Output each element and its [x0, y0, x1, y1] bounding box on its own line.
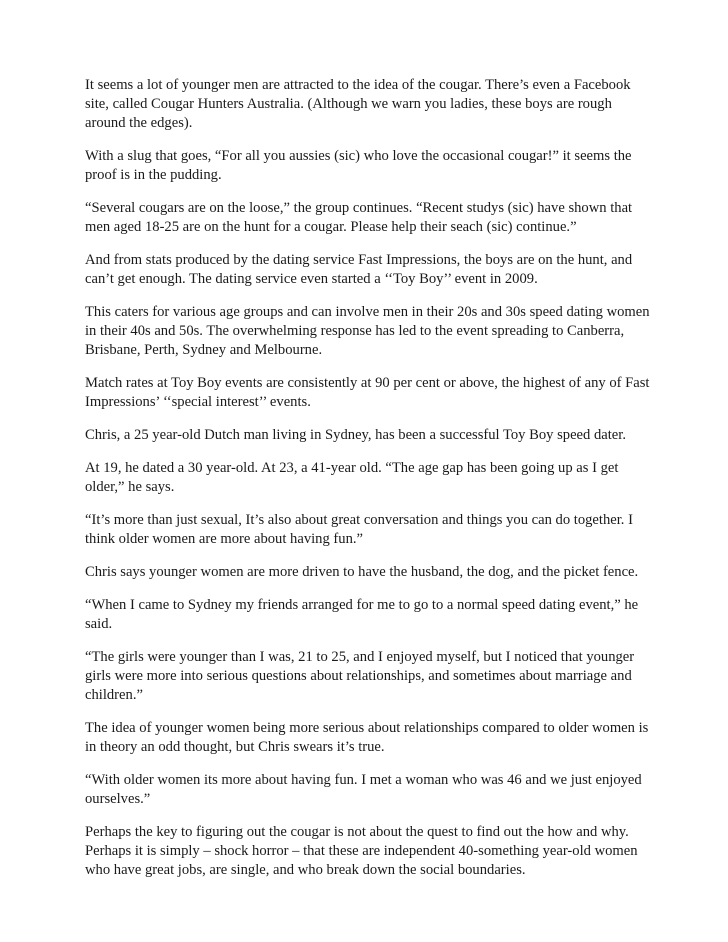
paragraph-10: Chris says younger women are more driven to have the husband, the dog, and the picket fence. — [85, 564, 639, 580]
paragraph-3: “Several cougars are on the loose,” the group continues. “Recent studys (sic) have shown that men aged 18-25 are on the hunt for a cougar. Please help their seach (sic) continue.” — [85, 200, 633, 235]
paragraph-7: Chris, a 25 year-old Dutch man living in Sydney, has been a successful Toy Boy speed dater. — [85, 427, 626, 443]
paragraph-14: “With older women its more about having fun. I met a woman who was 46 and we just enjoyed ourselves.” — [85, 772, 642, 807]
paragraph-1: It seems a lot of younger men are attracted to the idea of the cougar. There’s even a Facebook site, called Cougar Hunters Australia. (Although we warn you ladies, these boys are rough around the edges). — [85, 77, 631, 131]
paragraph-13: The idea of younger women being more serious about relationships compared to older women is in theory an odd thought, but Chris swears it’s true. — [85, 720, 649, 755]
paragraph-12: “The girls were younger than I was, 21 to 25, and I enjoyed myself, but I noticed that younger girls were more into serious questions about relationships, and sometimes about marriage and children.” — [85, 649, 635, 703]
paragraph-4: And from stats produced by the dating service Fast Impressions, the boys are on the hunt, and can’t get enough. The dating service even started a ‘‘Toy Boy’’ event in 2009. — [85, 252, 633, 287]
paragraph-2: With a slug that goes, “For all you aussies (sic) who love the occasional cougar!” it seems the proof is in the pudding. — [85, 148, 632, 183]
paragraph-8: At 19, he dated a 30 year-old. At 23, a 41-year old. “The age gap has been going up as I get older,” he says. — [85, 460, 619, 495]
paragraph-6: Match rates at Toy Boy events are consistently at 90 per cent or above, the highest of any of Fast Impressions’ ‘‘special interest’’ events. — [85, 375, 650, 410]
document-page — [85, 76, 650, 894]
paragraph-9: “It’s more than just sexual, It’s also about great conversation and things you can do together. I think older women are more about having fun.” — [85, 512, 633, 547]
paragraph-15: Perhaps the key to figuring out the cougar is not about the quest to find out the how and why. Perhaps it is simply – shock horror – that these are independent 40-something year-old women who have great jobs, are single, and who break down the social boundaries. — [85, 824, 638, 878]
paragraph-5: This caters for various age groups and can involve men in their 20s and 30s speed dating women in their 40s and 50s. The overwhelming response has led to the event spreading to Canberra, Brisbane, Perth, Sydney and Melbourne. — [85, 304, 650, 358]
paragraph-11: “When I came to Sydney my friends arranged for me to go to a normal speed dating event,” he said. — [85, 597, 639, 632]
